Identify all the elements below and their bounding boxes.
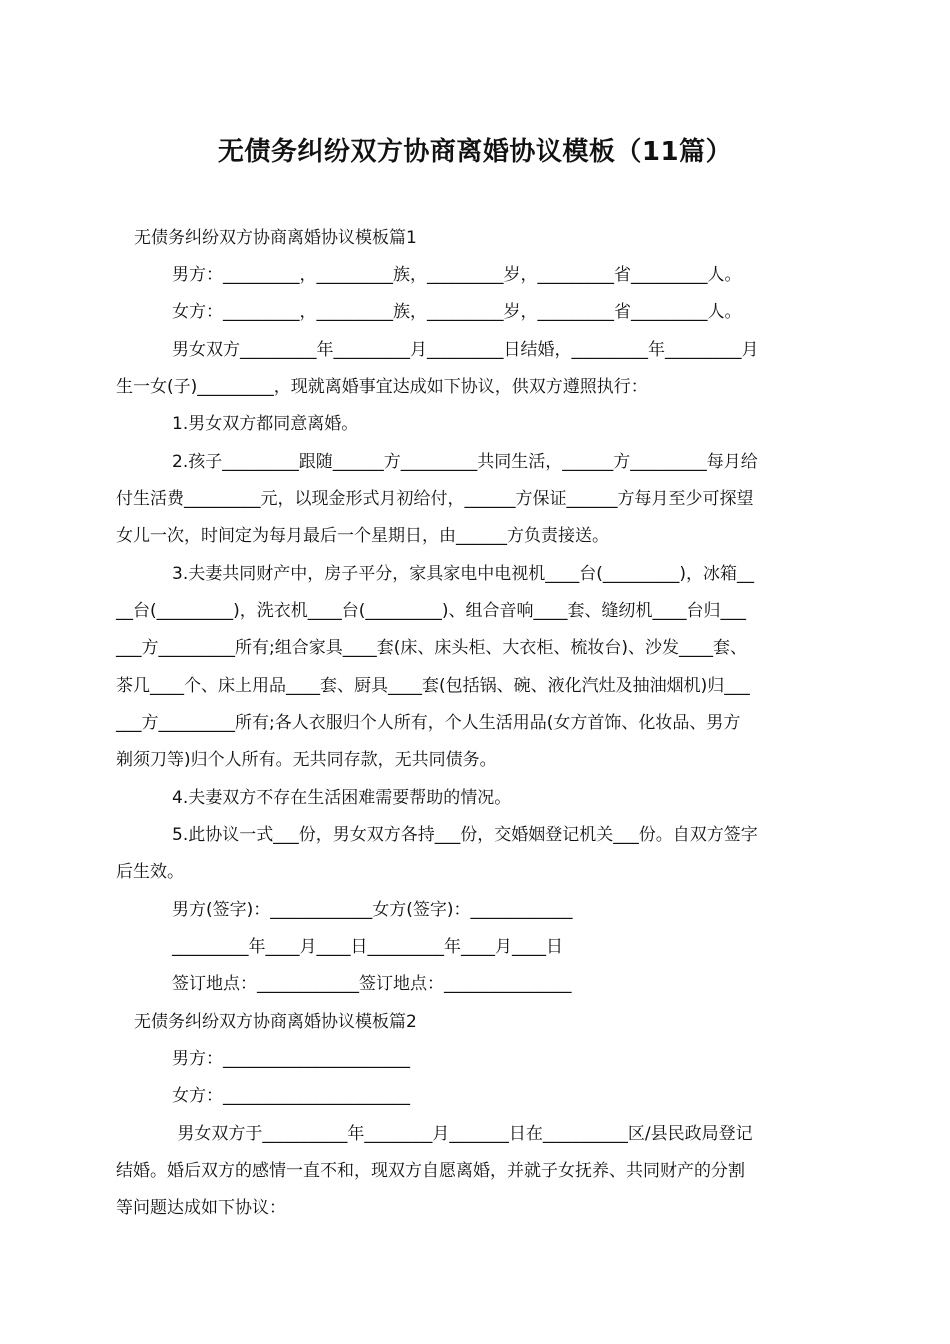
clause-3-line: 茶几____个、床上用品____套、厨具____套(包括锅、碗、液化汽灶及抽油烟机)归___ xyxy=(116,676,750,696)
clause-3-line: 3.夫妻共同财产中，房子平分，家具家电中电视机____台(_________)，冰箱__ xyxy=(172,564,754,584)
document-title: 无债务纠纷双方协商离婚协议模板（11篇） xyxy=(217,137,733,167)
female-info-line: 女方：_________，_________族，_________岁，_________省_________人。 xyxy=(172,302,742,322)
paragraph-line: 男女双方于__________年________月_______日在__________区/县民政局登记 xyxy=(172,1124,753,1144)
section-heading-1: 无债务纠纷双方协商离婚协议模板篇1 xyxy=(134,228,417,248)
paragraph-line: 等问题达成如下协议： xyxy=(116,1198,286,1218)
signing-place-line: 签订地点：____________签订地点：_______________ xyxy=(172,974,572,994)
clause-2-line: 付生活费_________元，以现金形式月初给付，______方保证______方每月至少可探望 xyxy=(116,489,754,509)
clause-2-line: 女儿一次，时间定为每月最后一个星期日，由______方负责接送。 xyxy=(116,526,609,546)
clause-3-line: __台(_________)，洗衣机____台(_________)、组合音响____套、缝纫机____台归___ xyxy=(116,601,747,621)
clause-1: 1.男女双方都同意离婚。 xyxy=(172,414,359,434)
clause-4: 4.夫妻双方不存在生活困难需要帮助的情况。 xyxy=(172,788,512,808)
paragraph-line: 结婚。婚后双方的感情一直不和，现双方自愿离婚，并就子女抚养、共同财产的分割 xyxy=(116,1161,745,1181)
section-heading-2: 无债务纠纷双方协商离婚协议模板篇2 xyxy=(134,1012,417,1032)
clause-5-line: 5.此协议一式___份，男女双方各持___份，交婚姻登记机关___份。自双方签字 xyxy=(172,825,758,845)
male-info-line: 男方：_________，_________族，_________岁，_________省_________人。 xyxy=(172,265,742,285)
clause-2-line: 2.孩子_________跟随______方_________共同生活，______方_________每月给 xyxy=(172,452,758,472)
paragraph-line: 生一女(子)_________，现就离婚事宜达成如下协议，供双方遵照执行： xyxy=(116,377,648,397)
female-info-line: 女方：______________________ xyxy=(172,1086,410,1106)
clause-3-line: 剃须刀等)归个人所有。无共同存款，无共同债务。 xyxy=(116,750,497,770)
male-info-line: 男方：______________________ xyxy=(172,1049,410,1069)
paragraph-line: 男女双方_________年_________月_________日结婚，_________年_________月 xyxy=(172,340,759,360)
clause-5-line: 后生效。 xyxy=(116,862,184,882)
date-line: _________年____月____日_________年____月____日 xyxy=(172,937,563,957)
signature-line: 男方(签字)：____________女方(签字)：____________ xyxy=(172,900,573,920)
clause-3-line: ___方_________所有;组合家具____套(床、床头柜、大衣柜、梳妆台)、沙发____套、 xyxy=(116,638,747,658)
clause-3-line: ___方_________所有;各人衣服归个人所有，个人生活用品(女方首饰、化妆品、男方 xyxy=(116,713,741,733)
